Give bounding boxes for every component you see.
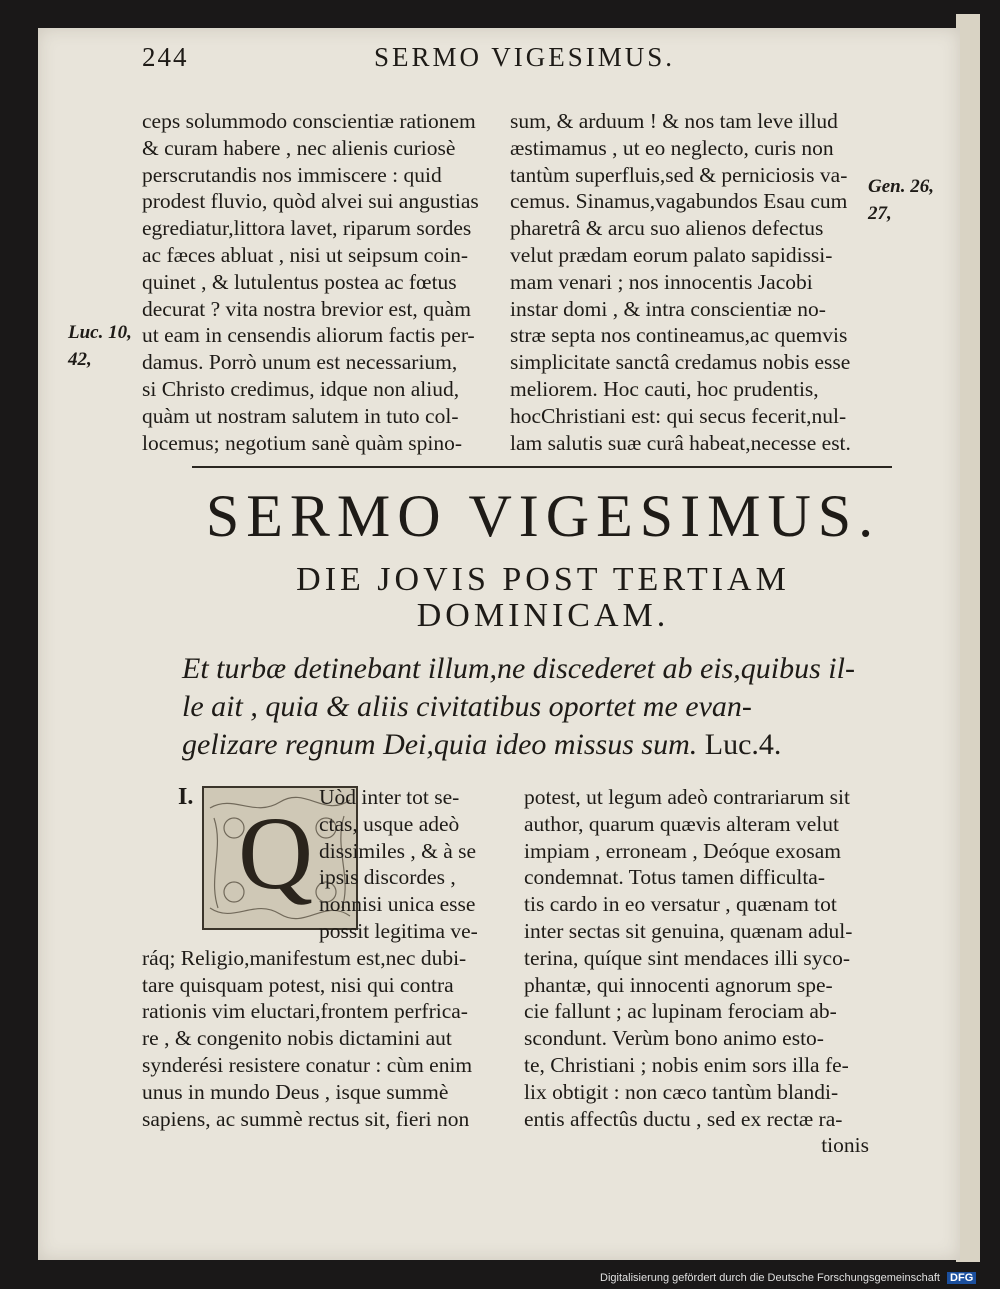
text-line: te, Christiani ; nobis enim sors illa fe- xyxy=(524,1052,849,1077)
text-line: stræ septa nos contineamus,ac quemvis xyxy=(510,323,848,348)
text-line: sum, & arduum ! & nos tam leve illud xyxy=(510,109,838,133)
marginal-line: 27, xyxy=(868,202,892,224)
text-line: phantæ, qui innocenti agnorum spe- xyxy=(524,972,833,997)
text-line: inter sectas sit genuina, quænam adul- xyxy=(524,918,853,943)
divider-rule xyxy=(192,466,892,468)
text-line: ut eam in censendis aliorum factis per- xyxy=(142,323,475,348)
text-line: ctas, usque adeò xyxy=(319,811,460,836)
text-line: nonnisi unica esse xyxy=(319,892,476,917)
text-line: simplicitate sanctâ credamus nobis esse xyxy=(510,350,851,375)
subtitle-line: DIE JOVIS POST TERTIAM xyxy=(296,561,790,598)
text-line: lix obtigit : non cæco tantùm blandi- xyxy=(524,1079,839,1104)
text-line: velut prædam eorum palato sapidissi- xyxy=(510,242,833,267)
text-line: synderési resistere conatur : cùm enim xyxy=(142,1052,473,1077)
text-line: pharetrâ & arcu suo alienos defectus xyxy=(510,216,824,241)
text-line: egrediatur,littora lavet, riparum sordes xyxy=(142,216,472,241)
text-line: possit legitima ve- xyxy=(319,918,478,943)
epigraph-line: Et turbæ detinebant illum,ne discederet ab eis,quibus il- xyxy=(182,652,855,685)
text-line: decurat ? vita nostra brevior est, quàm xyxy=(142,296,471,321)
text-line: rationis vim eluctari,frontem perfrica- xyxy=(142,999,468,1024)
text-line: ac fæces abluat , nisi ut seipsum coin- xyxy=(142,242,469,267)
text-line: entis affectûs ductu , sed ex rectæ ra- xyxy=(524,1106,843,1131)
marginal-note-right xyxy=(868,176,948,230)
section-number: I. xyxy=(178,784,194,810)
running-head xyxy=(142,42,842,82)
catchword: tionis xyxy=(821,1133,869,1158)
text-line: unus in mundo Deus , isque summè xyxy=(142,1079,449,1104)
digitization-credit xyxy=(600,1272,976,1284)
text-line: tare quisquam potest, nisi qui contra xyxy=(142,972,454,997)
sermon-subtitle xyxy=(183,562,903,634)
text-line: cie fallunt ; ac lupinam ferociam ab- xyxy=(524,999,837,1024)
epigraph-reference: Luc.4. xyxy=(704,728,782,761)
text-line: meliorem. Hoc cauti, hoc prudentis, xyxy=(510,376,819,401)
text-line: instar domi , & intra conscientiæ no- xyxy=(510,296,826,321)
epigraph-line: le ait , quia & aliis civitatibus oportet me evan- xyxy=(182,690,752,723)
epigraph-line: gelizare regnum Dei,quia ideo missus sum. xyxy=(182,728,698,761)
text-line: author, quarum quævis alteram velut xyxy=(524,811,839,836)
text-line: hocChristiani est: qui secus fecerit,nul- xyxy=(510,403,847,428)
text-line: ceps solummodo conscientiæ rationem xyxy=(142,109,476,133)
sermon-title: SERMO VIGESIMUS. xyxy=(205,483,881,549)
marginal-line: 42, xyxy=(68,348,92,370)
bottom-right-column xyxy=(524,784,869,1159)
text-line: æstimamus , ut eo neglecto, curis non xyxy=(510,135,834,160)
text-line: damus. Porrò unum est necessarium, xyxy=(142,350,458,375)
running-title: SERMO VIGESIMUS. xyxy=(374,42,676,72)
text-line: potest, ut legum adeò contrariarum sit xyxy=(524,785,850,809)
marginal-line: Gen. 26, xyxy=(868,176,934,197)
text-line: prodest fluvio, quòd alvei sui angustias xyxy=(142,189,479,214)
page-number: 244 xyxy=(142,42,189,72)
text-line: sapiens, ac summè rectus sit, fieri non xyxy=(142,1106,470,1131)
text-line: Uòd inter tot se- xyxy=(319,785,460,809)
initial-letter: Q xyxy=(238,796,314,911)
text-line: impiam , erroneam , Deóque exosam xyxy=(524,838,842,863)
scripture-epigraph xyxy=(182,650,902,764)
marginal-note-left xyxy=(68,322,138,376)
text-line: ráq; Religio,manifestum est,nec dubi- xyxy=(142,945,467,970)
top-left-column xyxy=(142,108,497,456)
text-line: dissimiles , & à se xyxy=(319,838,477,863)
text-line: lam salutis suæ curâ habeat,necesse est. xyxy=(510,430,851,455)
text-line: si Christo credimus, idque non aliud, xyxy=(142,376,460,401)
text-line: ipsis discordes , xyxy=(319,865,456,890)
text-line: mam venari ; nos innocentis Jacobi xyxy=(510,269,813,294)
text-line: & curam habere , nec alienis curiosè xyxy=(142,135,456,160)
text-line: cemus. Sinamus,vagabundos Esau cum xyxy=(510,189,848,214)
text-line: quinet , & lutulentus postea ac fœtus xyxy=(142,269,457,294)
marginal-line: Luc. 10, xyxy=(68,322,132,343)
text-line: tis cardo in eo versatur , quænam tot xyxy=(524,892,837,917)
bottom-left-column xyxy=(142,784,497,1132)
text-line: perscrutandis nos immiscere : quid xyxy=(142,162,442,187)
text-line: condemnat. Totus tamen difficulta- xyxy=(524,865,826,890)
subtitle-line: DOMINICAM. xyxy=(416,597,670,634)
top-right-column xyxy=(510,108,870,456)
text-line: re , & congenito nobis dictamini aut xyxy=(142,1026,452,1051)
credit-text: Digitalisierung gefördert durch die Deutsche Forschungsgemeinschaft xyxy=(600,1272,940,1284)
text-line: scondunt. Verùm bono animo esto- xyxy=(524,1026,824,1051)
text-line: quàm ut nostram salutem in tuto col- xyxy=(142,403,459,428)
epigraph-line-final xyxy=(182,726,902,764)
dfg-logo: DFG xyxy=(947,1272,976,1284)
text-line: terina, quíque sint mendaces illi syco- xyxy=(524,945,850,970)
text-line: tantùm superfluis,sed & perniciosis va- xyxy=(510,162,848,187)
text-line: locemus; negotium sanè quàm spino- xyxy=(142,430,463,455)
